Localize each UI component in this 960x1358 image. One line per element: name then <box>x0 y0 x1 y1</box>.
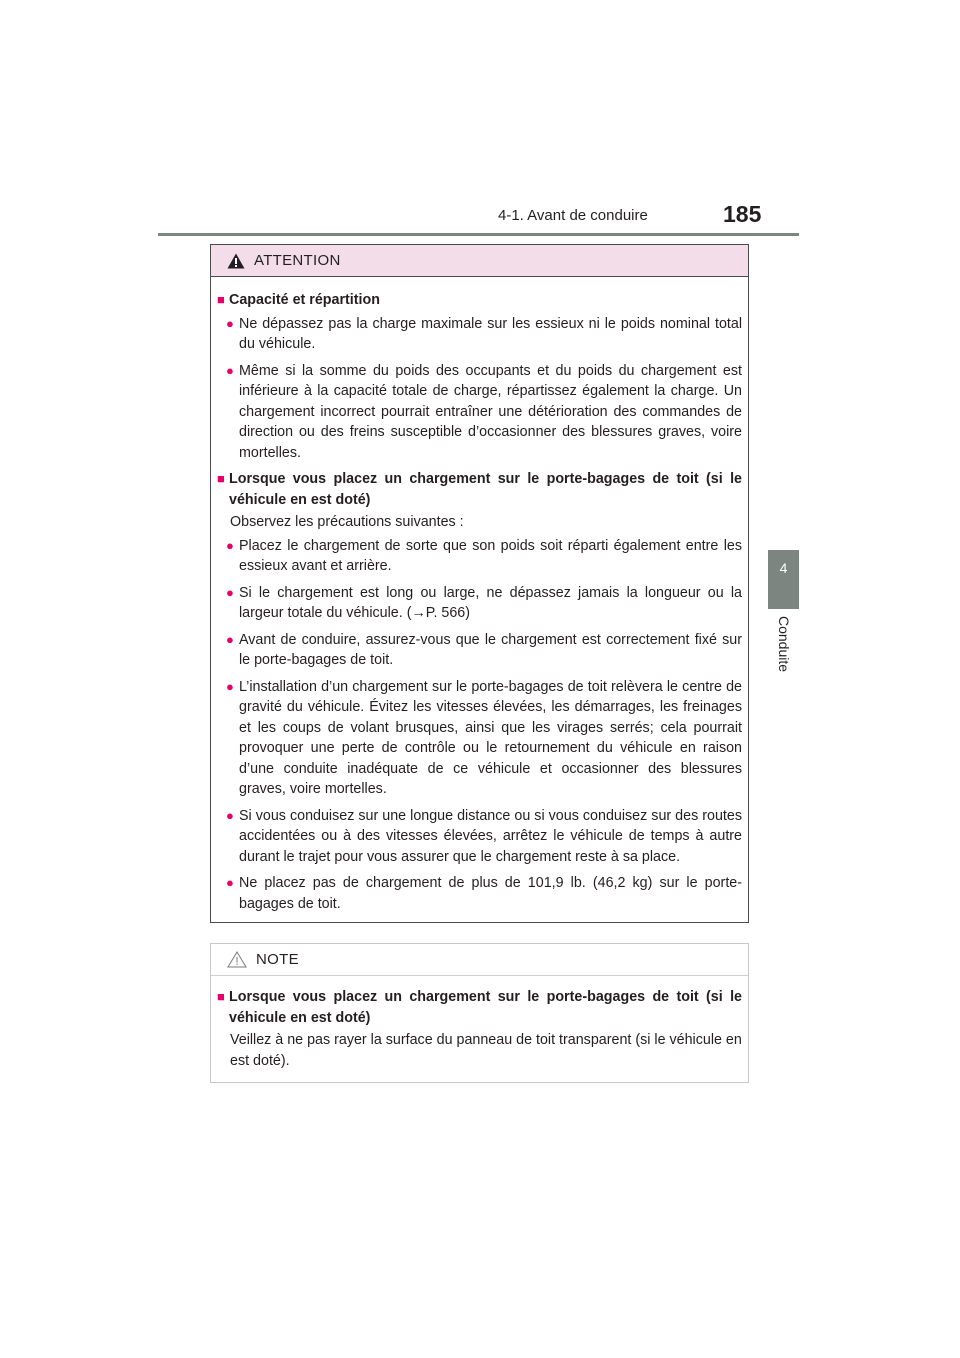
note-header <box>211 944 748 976</box>
page-number: 185 <box>723 201 762 227</box>
caution-header <box>211 245 748 277</box>
header-rule <box>158 233 799 236</box>
section-heading: Lorsque vous placez un chargement sur le porte-bagages de toit (si le véhicule en est doté) <box>229 471 742 508</box>
bullet-icon: ● <box>226 362 234 378</box>
list-item: ● Placez le chargement de sorte que son poids soit réparti également entre les essieux avant et arrière. <box>226 536 742 577</box>
section-title: 4-1. Avant de conduire <box>498 207 648 224</box>
list-item: ● Si le chargement est long ou large, ne dépassez jamais la longueur ou la largeur totale du véhicule. (→P. 566) <box>226 583 742 624</box>
list-item: ● L’installation d’un chargement sur le porte-bagages de toit relèvera le centre de gravité du véhicule. Évitez les vitesses élevées, les démarrages, les freinages et les coups de volant brusques, ainsi que les virages serrés; cela pourrait provoquer une perte de contrôle ou le retournement du véhicule en raison d’une conduite inadéquate de ce véhicule et occasionner des blessures graves, voire mortelles. <box>226 677 742 800</box>
square-bullet-icon: ■ <box>217 989 225 1004</box>
section-intro: Observez les précautions suivantes : <box>230 514 464 530</box>
caution-content <box>211 277 748 914</box>
chapter-label: Conduite <box>776 615 792 673</box>
caution-section-capacity <box>217 290 742 463</box>
list-item: ● Ne placez pas de chargement de plus de 101,9 lb. (46,2 kg) sur le porte-bagages de toit. <box>226 873 742 914</box>
warning-icon <box>227 253 245 269</box>
note-body: Veillez à ne pas rayer la surface du panneau de toit transparent (si le véhicule en est doté). <box>230 1032 742 1069</box>
list-item: ● Ne dépassez pas la charge maximale sur les essieux ni le poids nominal total du véhicule. <box>226 314 742 355</box>
square-bullet-icon: ■ <box>217 471 225 486</box>
bullet-icon: ● <box>226 537 234 553</box>
chapter-tab <box>768 550 799 609</box>
bullet-icon: ● <box>226 678 234 694</box>
bullet-icon: ● <box>226 584 234 600</box>
list-item: ● Même si la somme du poids des occupants et du poids du chargement est inférieure à la capacité totale de charge, répartissez également la charge. Un chargement incorrect pourrait entraîner une détérioration des commandes de direction ou des freins susceptible d’occasionner des blessures graves, voire mortelles. <box>226 361 742 464</box>
bullet-icon: ● <box>226 631 234 647</box>
note-box <box>210 943 749 1083</box>
bullet-icon: ● <box>226 315 234 331</box>
bullet-icon: ● <box>226 875 234 890</box>
bullet-icon: ● <box>226 807 234 823</box>
caution-box <box>210 244 749 923</box>
list-item: ● Si vous conduisez sur une longue distance ou si vous conduisez sur des routes accidentées ou à des vitesses élevées, arrêtez le véhicule de temps à autre durant le trajet pour vous assurer que le chargement reste à sa place. <box>226 806 742 868</box>
note-content <box>211 976 748 1071</box>
list-item: ● Avant de conduire, assurez-vous que le chargement est correctement fixé sur le porte-bagages de toit. <box>226 630 742 671</box>
caution-section-roof-rack <box>217 469 742 914</box>
note-heading: Lorsque vous placez un chargement sur le porte-bagages de toit (si le véhicule en est doté) <box>229 989 742 1026</box>
chapter-number: 4 <box>779 560 788 576</box>
warning-outline-icon <box>227 951 247 968</box>
square-bullet-icon: ■ <box>217 292 225 307</box>
section-heading: Capacité et répartition <box>229 292 380 308</box>
note-title: NOTE <box>256 951 299 968</box>
caution-title: ATTENTION <box>254 252 341 269</box>
